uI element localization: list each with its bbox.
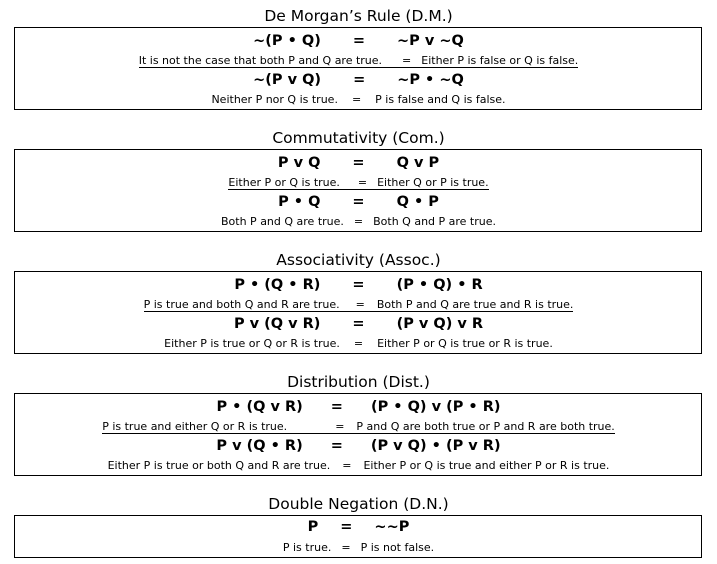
translation-equals: = bbox=[351, 93, 362, 106]
formula-right: Q v P bbox=[396, 155, 440, 171]
formula-right: (P v Q) v R bbox=[396, 316, 484, 332]
translation-right: P is false and Q is false. bbox=[375, 93, 506, 106]
formula-row bbox=[0, 154, 717, 172]
formula-left: P bbox=[307, 519, 319, 535]
formula-row bbox=[0, 193, 717, 211]
translation-row bbox=[0, 176, 717, 190]
formula-equals: = bbox=[352, 33, 366, 49]
formula-row bbox=[0, 315, 717, 333]
formula-row bbox=[0, 71, 717, 89]
rule-title: Distribution (Dist.) bbox=[287, 373, 430, 391]
formula-left: P • (Q • R) bbox=[234, 277, 321, 293]
formula-left: P • Q bbox=[278, 194, 321, 210]
formula-equals: = bbox=[330, 399, 343, 415]
formula-equals: = bbox=[340, 519, 353, 535]
translation-left: Either P or Q is true. = Either Q or P is true. bbox=[228, 176, 489, 189]
formula-row bbox=[0, 437, 717, 455]
translation-left: It is not the case that both P and Q are true. = Either P is false or Q is false. bbox=[138, 54, 579, 67]
translation-right: Either P or Q is true or R is true. bbox=[377, 337, 553, 350]
translation-equals: = bbox=[341, 541, 351, 554]
translation-equals: = bbox=[353, 215, 364, 228]
formula-left: P v (Q v R) bbox=[233, 316, 321, 332]
rule-title: De Morgan’s Rule (D.M.) bbox=[264, 7, 453, 25]
translation-left: Both P and Q are true. bbox=[221, 215, 344, 228]
translation-equals: = bbox=[353, 337, 364, 350]
translation-left: Either P is true or Q or R is true. bbox=[164, 337, 340, 350]
translation-right: P is not false. bbox=[360, 541, 435, 554]
translation-equals: = bbox=[342, 459, 352, 472]
translation-row bbox=[0, 459, 717, 472]
formula-right: ~P v ~Q bbox=[397, 33, 464, 49]
rule-title: Double Negation (D.N.) bbox=[268, 495, 449, 513]
translation-left: P is true and both Q and R are true. = Both P and Q are true and R is true. bbox=[143, 298, 574, 311]
formula-equals: = bbox=[352, 155, 365, 171]
formula-equals: = bbox=[352, 194, 365, 210]
translation-right: Either P or Q is true and either P or R is true. bbox=[363, 459, 610, 472]
translation-row bbox=[0, 215, 717, 228]
formula-row bbox=[0, 32, 717, 50]
translation-left: P is true. bbox=[282, 541, 332, 554]
formula-right: Q • P bbox=[396, 194, 439, 210]
formula-left: ~(P • Q) bbox=[253, 33, 321, 49]
translation-left: P is true and either Q or R is true. = P and Q are both true or P and R are both true. bbox=[102, 420, 615, 433]
formula-row bbox=[0, 518, 717, 536]
formula-left: ~(P v Q) bbox=[253, 72, 322, 88]
translation-left: Neither P nor Q is true. bbox=[211, 93, 338, 106]
translation-left: Either P is true or both Q and R are true. bbox=[107, 459, 331, 472]
formula-row bbox=[0, 276, 717, 294]
translation-row bbox=[0, 93, 717, 106]
formula-left: P • (Q v R) bbox=[216, 399, 303, 415]
formula-equals: = bbox=[353, 72, 366, 88]
translation-row bbox=[0, 54, 717, 68]
translation-row bbox=[0, 337, 717, 350]
formula-right: ~~P bbox=[374, 519, 410, 535]
formula-left: P v Q bbox=[277, 155, 321, 171]
translation-row bbox=[0, 541, 717, 554]
formula-equals: = bbox=[352, 277, 365, 293]
formula-left: P v (Q • R) bbox=[216, 438, 303, 454]
translation-row bbox=[0, 420, 717, 434]
translation-right: Both Q and P are true. bbox=[373, 215, 496, 228]
formula-right: (P v Q) • (P v R) bbox=[370, 438, 501, 454]
formula-row bbox=[0, 398, 717, 416]
rule-title: Commutativity (Com.) bbox=[272, 129, 445, 147]
rule-title: Associativity (Assoc.) bbox=[276, 251, 441, 269]
formula-equals: = bbox=[352, 316, 365, 332]
formula-right: ~P • ~Q bbox=[397, 72, 464, 88]
formula-equals: = bbox=[330, 438, 343, 454]
translation-row bbox=[0, 298, 717, 312]
formula-right: (P • Q) v (P • R) bbox=[370, 399, 501, 415]
formula-right: (P • Q) • R bbox=[396, 277, 483, 293]
